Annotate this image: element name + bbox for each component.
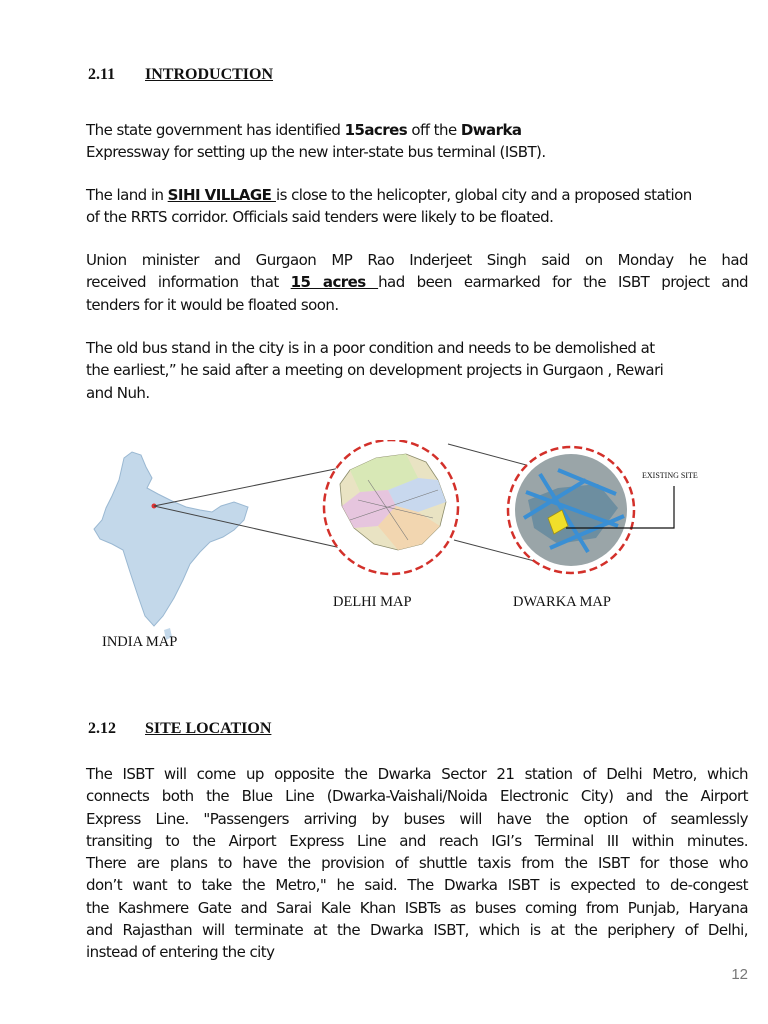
section-title: INTRODUCTION xyxy=(145,66,274,83)
section-heading-introduction xyxy=(88,66,273,84)
section-title: SITE LOCATION xyxy=(145,720,272,737)
section-heading-site-location xyxy=(88,720,271,738)
intro-paragraph-4: The old bus stand in the city is in a poor condition and needs to be demolished at the earliest,” he said after a meeting on development projects in Gurgaon , Rewari and Nuh. xyxy=(86,339,664,402)
fifteen-acres-text: 15 acres xyxy=(290,273,379,292)
page-number: 12 xyxy=(731,966,748,983)
section-number: 2.12 xyxy=(88,720,116,737)
delhi-map-label: DELHI MAP xyxy=(333,594,412,610)
intro-paragraph-3: Union minister and Gurgaon MP Rao Inderjeet Singh said on Monday he had received information that 15 acres had been earmarked for the ISBT project and tenders for it would be floated soon. xyxy=(86,251,748,314)
existing-site-label: EXISTING SITE xyxy=(642,471,698,480)
intro-paragraph-2: The land in SIHI VILLAGE is close to the helicopter, global city and a proposed station of the RRTS corridor. Officials said tenders were likely to be floated. xyxy=(86,186,692,227)
section-number: 2.11 xyxy=(88,66,116,83)
location-maps-figure xyxy=(88,440,768,660)
intro-paragraph-1: The state government has identified 15acres off the Dwarka Expressway for setting up the new inter-state bus terminal (ISBT). xyxy=(86,121,546,162)
india-map-label: INDIA MAP xyxy=(102,634,178,650)
dwarka-map-label: DWARKA MAP xyxy=(513,594,611,610)
site-location-paragraph: The ISBT will come up opposite the Dwarka Sector 21 station of Delhi Metro, which connects both the Blue Line (Dwarka-Vaishali/Noida Electronic City) and the Airport Express Line. "Passengers arriving by buses will have the option of seamlessly transiting to the Airport Express Line and reach IGI’s Terminal III within minutes. There are plans to have the provision of shuttle taxis from the ISBT for those who don’t want to take the Metro," he said. The Dwarka ISBT is expected to de-congest the Kashmere Gate and Sarai Kale Khan ISBTs as buses coming from Punjab, Haryana and Rajasthan will terminate at the Dwarka ISBT, which is at the periphery of Delhi, instead of entering the city xyxy=(86,765,748,962)
india-map-shape xyxy=(94,452,248,626)
sihi-village-text: SIHI VILLAGE xyxy=(167,186,276,204)
